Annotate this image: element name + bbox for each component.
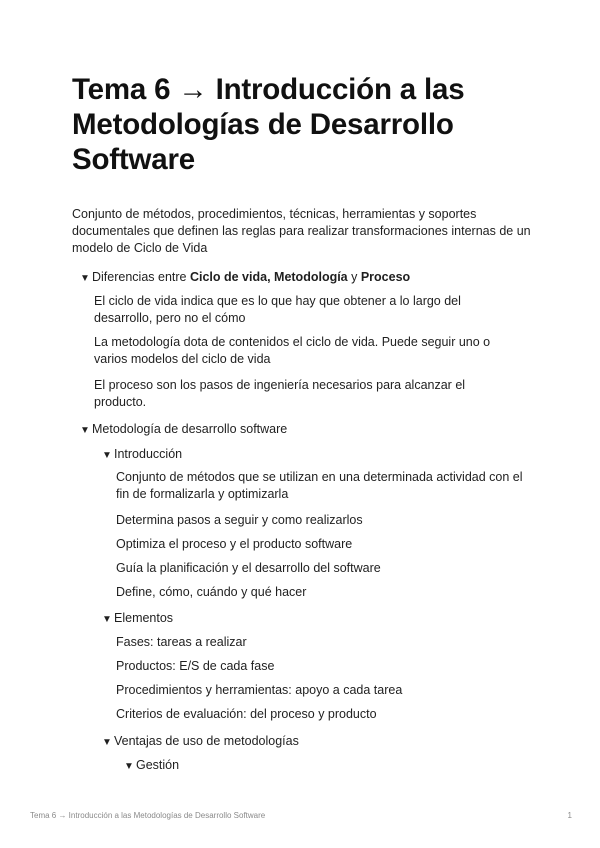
triangle-down-icon[interactable]: ▼: [102, 737, 112, 748]
toggle-ventajas[interactable]: [102, 733, 299, 751]
triangle-down-icon[interactable]: ▼: [102, 614, 112, 625]
triangle-down-icon[interactable]: ▼: [102, 450, 112, 461]
paragraph-proceso: El proceso son los pasos de ingeniería necesarios para alcanzar el producto.: [94, 378, 466, 409]
term-conjunction: y: [347, 270, 361, 284]
intro-item: Conjunto de métodos que se utilizan en una determinada actividad con el fin de formalizarla y optimizarla: [116, 470, 523, 501]
intro-item: Guía la planificación y el desarrollo del software: [116, 561, 381, 575]
toggle-metodologia-desarrollo[interactable]: [80, 421, 287, 439]
term-separator: ,: [267, 270, 275, 284]
triangle-down-icon[interactable]: ▼: [80, 273, 90, 284]
term-proceso: Proceso: [360, 270, 411, 284]
triangle-down-icon[interactable]: ▼: [124, 761, 134, 772]
paragraph-metodologia: La metodología dota de contenidos el ciclo de vida. Puede seguir uno o varios modelos del ciclo de vida: [94, 335, 491, 366]
elementos-item: Fases: tareas a realizar: [116, 635, 247, 649]
paragraph-ciclo-vida: El ciclo de vida indica que es lo que hay que obtener a lo largo del desarrollo, pero no el cómo: [94, 294, 461, 325]
intro-paragraph: Conjunto de métodos, procedimientos, técnicas, herramientas y soportes documentales que definen las reglas para realizar transformaciones internas de un modelo de Ciclo de Vida: [72, 207, 531, 255]
elementos-item: Productos: E/S de cada fase: [116, 659, 275, 673]
toggle-label: Ventajas de uso de metodologías: [114, 734, 299, 748]
toggle-label: Metodología de desarrollo software: [92, 422, 288, 436]
intro-item: Optimiza el proceso y el producto software: [116, 537, 353, 551]
toggle-label: Gestión: [136, 758, 180, 772]
intro-item: Define, cómo, cuándo y qué hacer: [116, 585, 307, 599]
toggle-label: Introducción: [114, 447, 183, 461]
toggle-introduccion[interactable]: [102, 446, 182, 464]
term-metodologia: Metodología: [274, 270, 348, 284]
toggle-label-prefix: Diferencias entre: [92, 270, 190, 284]
term-ciclo-de-vida: Ciclo de vida: [189, 270, 268, 284]
toggle-elementos[interactable]: [102, 610, 173, 628]
elementos-item: Procedimientos y herramientas: apoyo a cada tarea: [116, 683, 403, 697]
intro-item: Determina pasos a seguir y como realizarlos: [116, 513, 363, 527]
triangle-down-icon[interactable]: ▼: [80, 425, 90, 436]
toggle-label: Elementos: [114, 611, 174, 625]
elementos-item: Criterios de evaluación: del proceso y producto: [116, 707, 377, 721]
page-number: 1: [567, 811, 572, 820]
page-title: Tema 6 → Introducción a las Metodologías de Desarrollo Software: [72, 73, 465, 176]
toggle-gestion[interactable]: [124, 757, 179, 775]
toggle-diferencias[interactable]: [80, 269, 410, 287]
page-footer: Tema 6 → Introducción a las Metodologías de Desarrollo Software: [30, 811, 266, 820]
